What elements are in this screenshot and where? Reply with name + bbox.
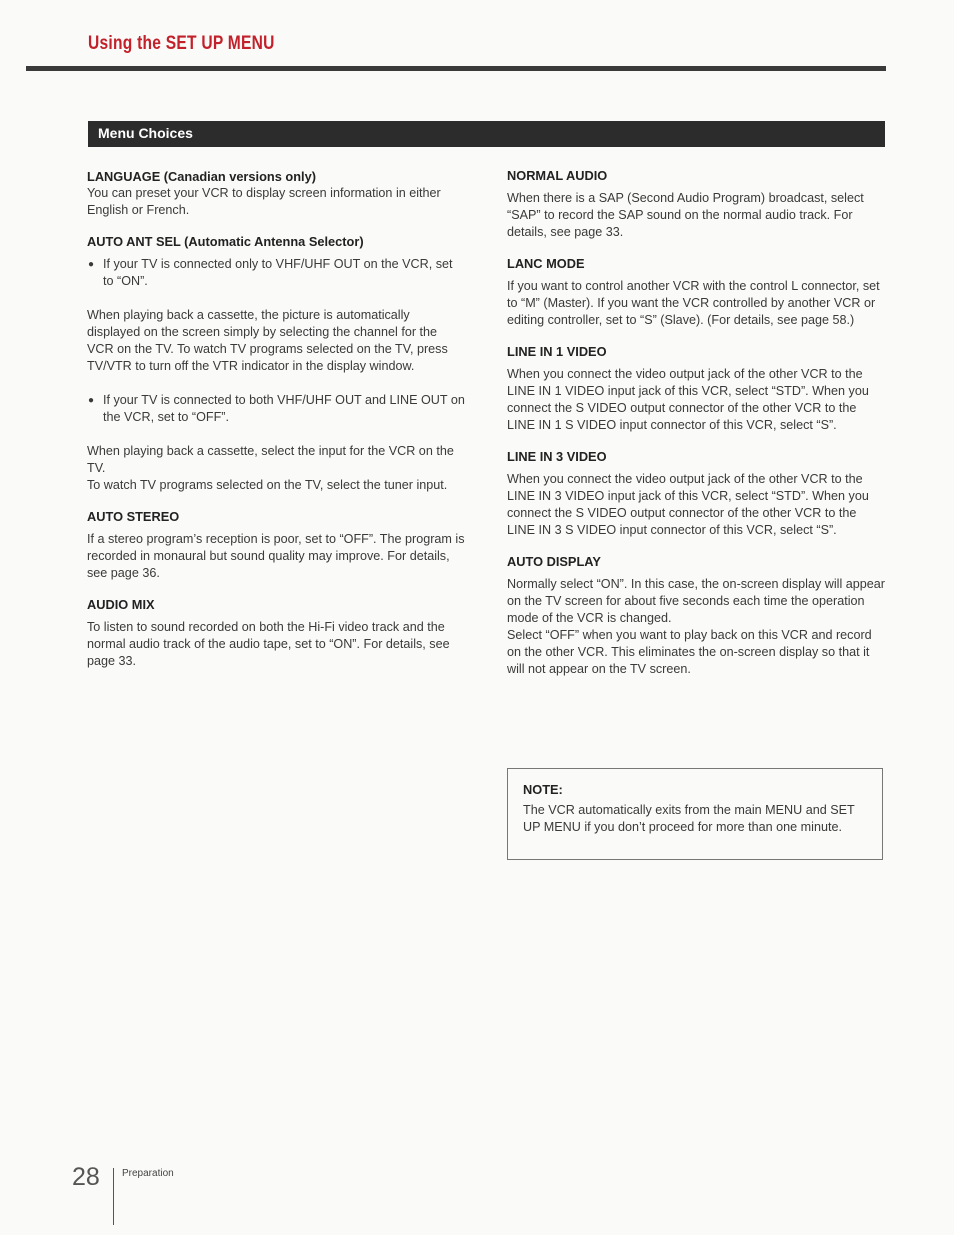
- normal-audio-heading: NORMAL AUDIO: [507, 168, 608, 183]
- bullet-text: If your TV is connected only to VHF/UHF OUT on the VCR, set to “ON”.: [103, 257, 453, 288]
- section-header: [88, 121, 885, 147]
- auto-display-text: Normally select “ON”. In this case, the on-screen display will appear on the TV screen for about five seconds each time the operation mode of the VCR is changed.: [507, 577, 885, 625]
- lanc-mode-text: If you want to control another VCR with the control L connector, set to “M” (Master). If you want the VCR controlled by another VCR or editing controller, set to “S” (Slave). (For details, see page 58.): [507, 279, 880, 327]
- bullet-text: If your TV is connected to both VHF/UHF OUT and LINE OUT on the VCR, set to “OFF”.: [103, 393, 465, 424]
- normal-audio-text: When there is a SAP (Second Audio Program) broadcast, select “SAP” to record the SAP sound on the normal audio track. For details, see page 33.: [507, 191, 864, 239]
- bullet-icon: ●: [88, 259, 95, 270]
- title-rule: [26, 66, 886, 71]
- lanc-mode-heading: LANC MODE: [507, 256, 585, 271]
- auto-stereo-heading: AUTO STEREO: [87, 509, 180, 524]
- line-in-3-heading: LINE IN 3 VIDEO: [507, 449, 607, 464]
- auto-ant-paragraph: When playing back a cassette, the picture is automatically displayed on the screen simply by selecting the channel for the VCR on the TV. To watch TV programs selected on the TV, press TV/VTR to turn off the VTR indicator in the display window.: [87, 308, 448, 373]
- input-paragraph: When playing back a cassette, select the input for the VCR on the TV.: [87, 444, 454, 475]
- line-in-3-text: When you connect the video output jack of the other VCR to the LINE IN 3 VIDEO input jack of this VCR, select “STD”. When you connect the S VIDEO output connector of the other VCR to the LINE IN 3 S VIDEO input connector of this VCR, select “S”.: [507, 472, 869, 537]
- footer-section-label: Preparation: [122, 1168, 174, 1179]
- line-in-1-text: When you connect the video output jack of the other VCR to the LINE IN 1 VIDEO input jack of this VCR, select “STD”. When you connect the S VIDEO output connector of the other VCR to the LINE IN 1 S VIDEO input connector of this VCR, select “S”.: [507, 367, 869, 432]
- note-text: The VCR automatically exits from the main MENU and SET UP MENU if you don’t proceed for more than one minute.: [523, 802, 855, 834]
- audio-mix-text: To listen to sound recorded on both the Hi-Fi video track and the normal audio track of the audio tape, set to “ON”. For details, see page 33.: [87, 620, 450, 668]
- language-text: You can preset your VCR to display screen information in either English or French.: [87, 186, 441, 217]
- line-in-1-heading: LINE IN 1 VIDEO: [507, 344, 607, 359]
- note-box: [507, 768, 883, 860]
- bullet-icon: ●: [88, 395, 95, 406]
- section-title: Menu Choices: [98, 125, 193, 141]
- bullet-item-vhf-only: [87, 256, 465, 290]
- auto-stereo-text: If a stereo program’s reception is poor, set to “OFF”. The program is recorded in monaural but sound quality may improve. For details, see page 36.: [87, 532, 465, 580]
- note-heading: NOTE:: [523, 782, 563, 797]
- left-column: [87, 168, 465, 670]
- auto-display-heading: AUTO DISPLAY: [507, 554, 601, 569]
- audio-mix-heading: AUDIO MIX: [87, 597, 155, 612]
- footer-divider: [113, 1168, 114, 1225]
- bullet-item-vhf-and-line: [87, 392, 465, 426]
- right-column: [507, 167, 887, 678]
- auto-ant-sel-heading: AUTO ANT SEL (Automatic Antenna Selector): [87, 234, 364, 249]
- tuner-paragraph: To watch TV programs selected on the TV, select the tuner input.: [87, 478, 448, 492]
- language-heading: LANGUAGE (Canadian versions only): [87, 169, 316, 184]
- page-number: 28: [72, 1163, 100, 1191]
- auto-display-text-2: Select “OFF” when you want to play back on this VCR and record on the other VCR. This eliminates the on-screen display so that it will not appear on the TV screen.: [507, 628, 872, 676]
- page-title: Using the SET UP MENU: [88, 33, 275, 54]
